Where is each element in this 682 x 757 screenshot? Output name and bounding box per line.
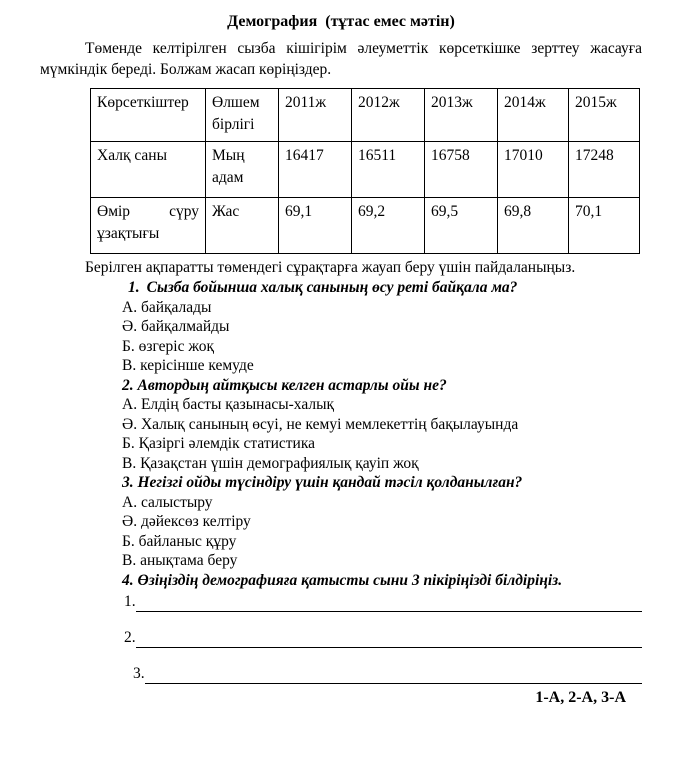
question-1-option-4 (122, 356, 642, 376)
option-letter: В. (122, 552, 137, 569)
question-text: Негізгі ойды түсіндіру үшін қандай тәсіл қолданылған? (137, 474, 523, 491)
question-3-option-4 (122, 551, 642, 571)
option-letter: Ә. (122, 513, 138, 530)
table-cell-value: 69,5 (425, 198, 498, 254)
table-row-life-expectancy (91, 198, 640, 254)
table-header-cell: Көрсеткіштер (91, 89, 206, 142)
option-text: Елдің басты қазынасы-халық (140, 396, 335, 413)
option-text: дәйексөз келтіру (140, 513, 251, 530)
table-cell-indicator: Өмір сүру ұзақтығы (91, 198, 206, 254)
table-cell-value: 16758 (425, 142, 498, 198)
table-header-cell: 2012ж (352, 89, 425, 142)
table-header-cell: Өлшем бірлігі (206, 89, 279, 142)
table-cell-unit: Мың адам (206, 142, 279, 198)
table-cell-value: 69,2 (352, 198, 425, 254)
document-title: Демография (тұтас емес мәтін) (227, 13, 455, 30)
question-text: Автордың айтқысы келген астарлы ойы не? (137, 376, 447, 394)
blank-underline (136, 645, 642, 648)
question-text: Өзіңіздің демографияға қатысты сыни 3 пікіріңізді білдіріңіз. (137, 571, 563, 589)
option-text: салыстыру (140, 493, 213, 511)
option-text: анықтама беру (140, 552, 238, 569)
option-text: керісінше кемуде (140, 357, 254, 374)
question-number: 1. (128, 279, 140, 296)
answer-key: 1-А, 2-А, 3-А (535, 689, 626, 706)
table-header-cell: 2014ж (498, 89, 569, 142)
answer-blanks-section (124, 592, 642, 684)
option-text: байланыс құру (138, 532, 237, 550)
blank-number: 2. (124, 629, 136, 646)
question-1 (122, 278, 642, 298)
question-2-option-3 (122, 434, 642, 454)
option-text: Халық санының өсуі, не кемуі мемлекеттің бақылауында (140, 415, 519, 433)
question-1-option-2 (122, 317, 642, 337)
question-1-option-3 (122, 337, 642, 357)
option-text: өзгеріс жоқ (138, 337, 214, 355)
table-cell-value: 17248 (569, 142, 640, 198)
demography-table (90, 88, 640, 254)
blank-number: 1. (124, 593, 136, 610)
question-number: 2. (122, 376, 134, 394)
question-2-option-1 (122, 395, 642, 415)
questions-section (122, 278, 642, 590)
answer-blank-line-1[interactable] (124, 592, 642, 612)
question-2-option-4 (122, 454, 642, 474)
question-text: Сызба бойынша халық санының өсу реті байқала ма? (146, 279, 518, 296)
instruction-paragraph: Берілген ақпаратты төмендегі сұрақтарға жауап беру үшін пайдаланыңыз. (85, 259, 576, 276)
table-row-population (91, 142, 640, 198)
question-2 (122, 376, 642, 396)
option-letter: Ә. (122, 415, 138, 433)
option-letter: Б. (122, 337, 135, 355)
question-3-option-1 (122, 493, 642, 513)
table-header-row (91, 89, 640, 142)
table-cell-value: 69,8 (498, 198, 569, 254)
answer-blank-line-3[interactable] (124, 664, 642, 684)
blank-underline (136, 609, 642, 612)
question-number: 3. (122, 474, 134, 491)
option-text: байқалмайды (140, 318, 230, 335)
blank-number: 3. (133, 665, 145, 682)
table-header-cell: 2013ж (425, 89, 498, 142)
option-letter: А. (122, 493, 138, 511)
option-letter: В. (122, 357, 137, 374)
question-4 (122, 571, 642, 591)
option-text: байқалады (140, 298, 212, 316)
option-letter: В. (122, 454, 137, 472)
table-cell-value: 16511 (352, 142, 425, 198)
table-header-cell: 2011ж (279, 89, 352, 142)
question-1-option-1 (122, 298, 642, 318)
table-header-cell: 2015ж (569, 89, 640, 142)
question-2-option-2 (122, 415, 642, 435)
table-cell-unit: Жас (206, 198, 279, 254)
table-cell-value: 17010 (498, 142, 569, 198)
blank-underline (145, 681, 642, 684)
option-letter: Б. (122, 532, 135, 550)
option-letter: А. (122, 396, 138, 413)
answer-blank-line-2[interactable] (124, 628, 642, 648)
option-letter: Б. (122, 435, 135, 452)
question-number: 4. (122, 571, 134, 589)
table-cell-value: 70,1 (569, 198, 640, 254)
table-cell-value: 16417 (279, 142, 352, 198)
question-3-option-3 (122, 532, 642, 552)
table-cell-indicator: Халқ саны (91, 142, 206, 198)
option-letter: Ә. (122, 318, 138, 335)
intro-paragraph: Төменде келтірілген сызба кішігірім әлеуметтік көрсеткішке зерттеу жасауға мүмкіндік береді. Болжам жасап көріңіздер. (40, 40, 642, 78)
question-3-option-2 (122, 512, 642, 532)
option-text: Қазақстан үшін демографиялық қауіп жоқ (140, 454, 419, 472)
table-cell-value: 69,1 (279, 198, 352, 254)
question-3 (122, 473, 642, 493)
option-letter: А. (122, 298, 138, 316)
option-text: Қазіргі әлемдік статистика (138, 435, 316, 452)
